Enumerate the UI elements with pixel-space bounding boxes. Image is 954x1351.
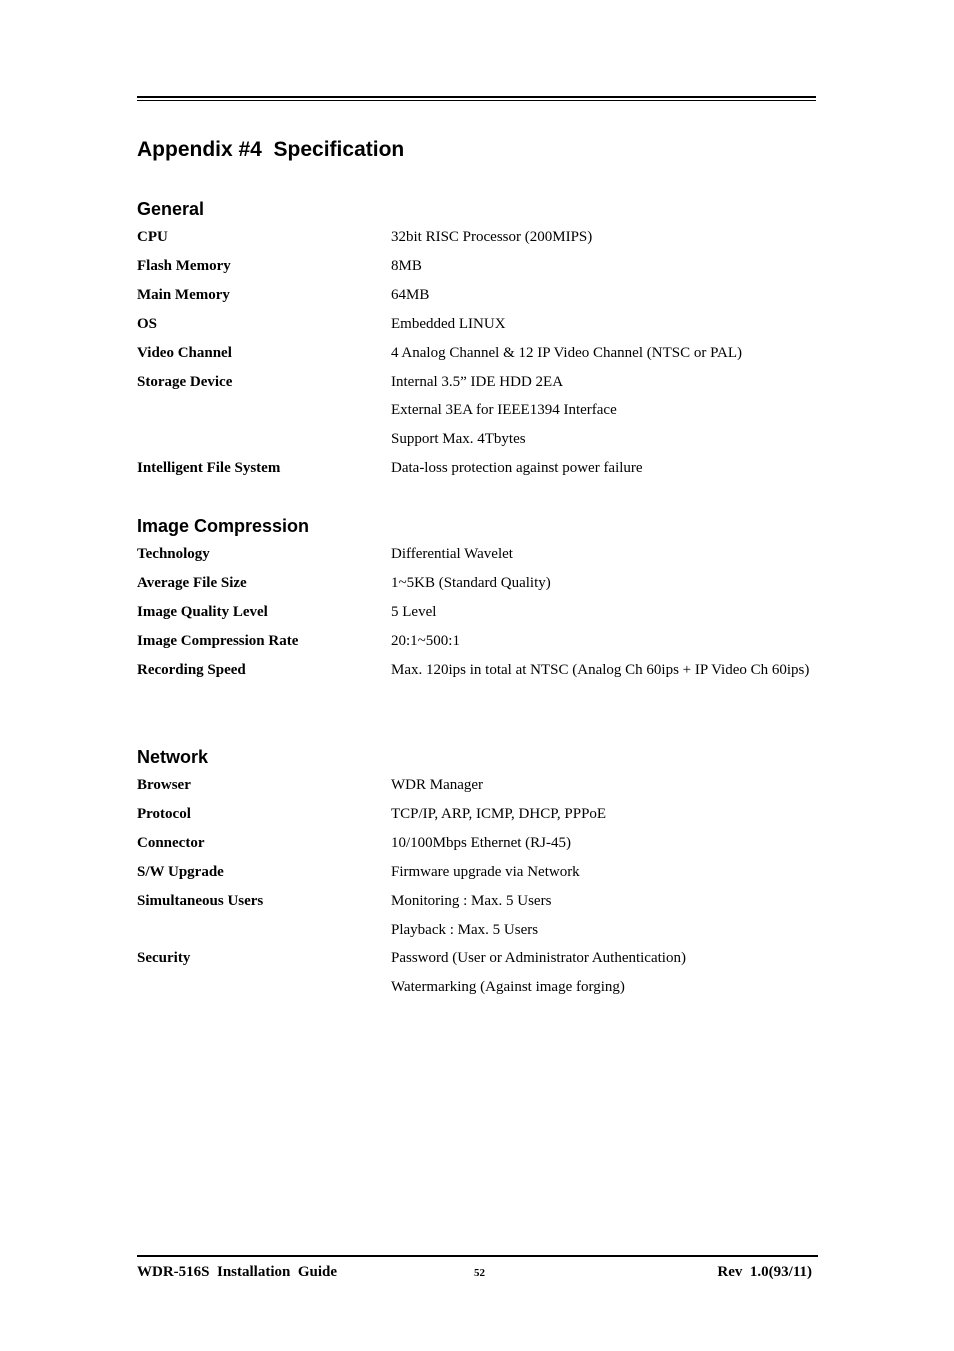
spec-label: Flash Memory	[137, 257, 231, 274]
spec-value: Max. 120ips in total at NTSC (Analog Ch 60ips + IP Video Ch 60ips)	[391, 661, 810, 678]
spec-value: 64MB	[391, 286, 430, 303]
spec-row	[137, 887, 818, 916]
spec-row	[137, 396, 818, 425]
spec-value: TCP/IP, ARP, ICMP, DHCP, PPPoE	[391, 805, 607, 822]
spec-label: Image Quality Level	[137, 603, 268, 620]
section-general	[137, 198, 818, 483]
section-heading: General	[137, 199, 205, 219]
spec-row	[137, 973, 818, 1002]
spec-value: 32bit RISC Processor (200MIPS)	[391, 229, 593, 245]
section-network	[137, 746, 818, 1002]
spec-row	[137, 944, 818, 973]
footer-rule	[137, 1255, 818, 1257]
footer-doc-title: WDR-516S Installation Guide	[137, 1264, 338, 1280]
spec-value: 10/100Mbps Ethernet (RJ-45)	[391, 834, 571, 851]
page-title: Appendix #4 Specification	[137, 138, 405, 161]
header-rule	[137, 96, 816, 98]
spec-row	[137, 223, 818, 252]
spec-label: Simultaneous Users	[137, 892, 264, 909]
spec-value: 8MB	[391, 257, 422, 274]
spec-label: Main Memory	[137, 286, 230, 303]
spec-value: 1~5KB (Standard Quality)	[391, 574, 551, 591]
spec-row	[137, 656, 818, 685]
spec-row	[137, 339, 818, 368]
header-rule-thin	[137, 100, 816, 101]
section-image-compression	[137, 515, 818, 685]
spec-row	[137, 771, 818, 800]
spec-value: Data-loss protection against power failure	[391, 460, 643, 477]
spec-label: Browser	[137, 777, 191, 793]
spec-label: Technology	[137, 546, 210, 562]
footer-revision: Rev 1.0(93/11)	[717, 1264, 812, 1280]
spec-row	[137, 829, 818, 858]
spec-row	[137, 281, 818, 310]
spec-label	[137, 973, 391, 1002]
spec-label: Protocol	[137, 805, 191, 822]
section-heading: Image Compression	[137, 516, 310, 536]
spec-label: Intelligent File System	[137, 460, 281, 477]
spec-row	[137, 858, 818, 887]
spec-value: WDR Manager	[391, 777, 484, 793]
spec-row	[137, 569, 818, 598]
spec-row	[137, 454, 818, 483]
spec-label: Image Compression Rate	[137, 632, 299, 649]
spec-value: 20:1~500:1	[391, 632, 460, 649]
spec-label: S/W Upgrade	[137, 863, 224, 880]
section-heading: Network	[137, 747, 209, 767]
spec-row	[137, 540, 818, 569]
spec-value: Differential Wavelet	[391, 546, 513, 562]
spec-row	[137, 425, 818, 454]
spec-label: Video Channel	[137, 344, 232, 361]
footer-page-number: 52	[474, 1267, 485, 1279]
spec-value: Monitoring : Max. 5 Users	[391, 892, 552, 909]
page-footer	[137, 1262, 812, 1282]
spec-label: Recording Speed	[137, 661, 246, 678]
spec-row	[137, 252, 818, 281]
spec-row	[137, 368, 818, 397]
spec-value: 5 Level	[391, 603, 437, 620]
spec-label: Connector	[137, 834, 205, 851]
spec-value: Support Max. 4Tbytes	[391, 431, 526, 448]
spec-row	[137, 598, 818, 627]
spec-label	[137, 396, 391, 425]
spec-value: Internal 3.5” IDE HDD 2EA	[391, 373, 564, 390]
spec-value: Password (User or Administrator Authentication)	[391, 950, 686, 967]
spec-value: Playback : Max. 5 Users	[391, 921, 539, 938]
spec-row	[137, 800, 818, 829]
spec-label: CPU	[137, 229, 168, 245]
spec-row	[137, 916, 818, 945]
spec-row	[137, 310, 818, 339]
spec-value: Firmware upgrade via Network	[391, 863, 580, 880]
spec-value: Embedded LINUX	[391, 315, 506, 332]
spec-label: Security	[137, 950, 191, 967]
spec-value: Watermarking (Against image forging)	[391, 979, 625, 996]
spec-label	[137, 916, 391, 945]
spec-label	[137, 425, 391, 454]
spec-label: Average File Size	[137, 574, 247, 591]
spec-value: 4 Analog Channel & 12 IP Video Channel (NTSC or PAL)	[391, 344, 743, 361]
spec-row	[137, 627, 818, 656]
spec-value: External 3EA for IEEE1394 Interface	[391, 402, 617, 419]
spec-label: OS	[137, 315, 158, 332]
spec-label: Storage Device	[137, 373, 233, 390]
